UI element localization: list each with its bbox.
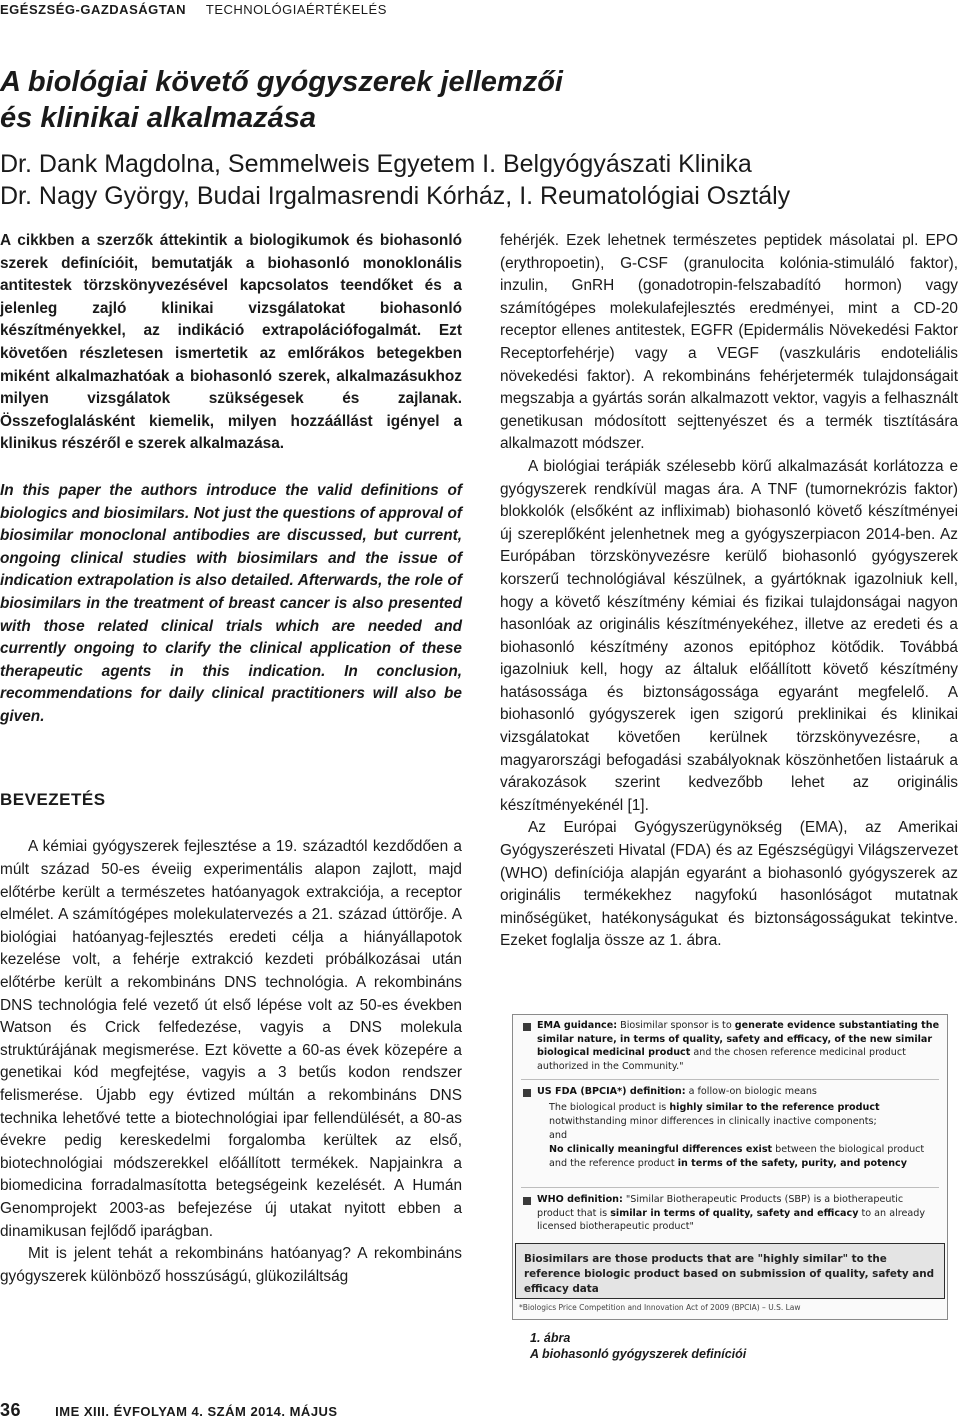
bullet-icon (523, 1023, 531, 1031)
fda-label: US FDA (BPCIA*) definition: (537, 1086, 686, 1097)
separator (521, 1187, 939, 1188)
figure-caption (530, 1330, 746, 1362)
body-paragraph: A biológiai terápiák szélesebb körű alkalmazását korlátozza e gyógyszerek rendkívül magas ára. A TNF (tumornekrózis faktor) blokkolók (elsőként az infliximab) biohasonló követő készítményei új szereplőként jelenhetnek meg a gyógyszerpiacon 2014-ben. Az Európában törzskönyvezésre kerülő biohasonló gyógyszerek korszerű technológiával készülnek, a gyártóknak igazolniuk kell, hogy a követő készítmény kémiai és fizikai tulajdonságai nagyon hasonlóak az originális készítményekéhez, illetve az eredeti és a biohasonló készítmény azonos epitóphoz kötődik. Továbbá igazolniuk kell, hogy az általuk előállított követő készítmény hatásossága és biztonságossága egyaránt megfelelő. A biohasonló gyógyszerek igen szigorú preklinikai és klinikai vizsgálatokat követően kerülnek törzskönyvezésre, a magyarországi befogadási szabályoknak köszönhetően listaáruk a várakozások szerint kedvezőbb lehet az originális készítményekénél [1]. (500, 457, 958, 814)
who-text-2: to an already licensed biotherapeutic product" (537, 1207, 926, 1233)
who-bold-1: similar in terms of quality, safety and efficacy (610, 1207, 859, 1219)
fda-sub1-c: notwithstanding minor differences in clinically inactive components; (549, 1115, 877, 1127)
title-line-1: A biológiai követő gyógyszerek jellemzői (0, 66, 563, 98)
fda-and-text: and (549, 1130, 568, 1141)
body-paragraph: Mit is jelent tehát a rekombináns hatóanyag? A rekombináns gyógyszerek különböző hosszúságú, glükoziláltság (0, 1245, 462, 1285)
fda-sub1-b: highly similar to the reference product (669, 1102, 880, 1113)
body-paragraph: fehérjék. Ezek lehetnek természetes peptidek másolatai pl. EPO (erythropoetin), G-CSF (granulocita kolónia-stimuláló faktor), inzulin, GnRH (gonadotropin-felszabadító hormon) vagy számítógépes molekulafejlesztés eredményei, mint a CD-20 receptor ellenes antitestek, EGFR (Epidermális Növekedési Faktor Receptorfehérje) vagy a VEGF (vaszkuláris endoteliális növekedési faktor). A rekombináns fehérjetermék tulajdonságait megszabja a gyártás során alkalmazott vektor, vagyis a felhasznált genetikusan módosított sejttenyészet és a termék tisztítására alkalmazott módszer. (500, 232, 958, 453)
fda-criterion-2 (549, 1143, 941, 1170)
section-heading: BEVEZETÉS (0, 790, 106, 810)
summary-text: Biosimilars are those products that are "highly similar" to the reference biologic product based on submission of quality, safety and efficacy data (524, 1253, 935, 1295)
fda-and (549, 1129, 941, 1143)
caption-title: A biohasonló gyógyszerek definíciói (530, 1347, 747, 1361)
fda-sub1-a: The biological product is (549, 1102, 670, 1113)
caption-label: 1. ábra (530, 1331, 571, 1345)
fda-sub2-c: in terms of the safety, purity, and potency (677, 1157, 907, 1169)
author-list (0, 148, 790, 212)
fda-definition (537, 1085, 941, 1099)
bullet-icon (523, 1089, 531, 1097)
abstract-english: In this paper the authors introduce the valid definitions of biologics and biosimilars. Not just the questions of approval of biosimilar monoclonal antibodies are discussed, but current, ongoing clinical studies with biosimilars and the issue of indication extrapolation is also detailed. Afterwards, the role of biosimilars in the treatment of breast cancer is also presented with those related clinical trials which are needed and currently ongoing to clarify the clinical application of these therapeutic agents in this indication. In conclusion, recommendations for daily clinical practitioners will also be given. (0, 481, 462, 725)
author-2: Dr. Nagy György, Budai Irgalmasrendi Kórház, I. Reumatológiai Osztály (0, 182, 791, 210)
who-definition (537, 1193, 941, 1234)
fda-sub2-b: between the biological product and the reference product (549, 1144, 925, 1169)
ema-label: EMA guidance: (537, 1020, 618, 1031)
journal-info: IME XIII. ÉVFOLYAM 4. SZÁM 2014. MÁJUS (55, 1404, 338, 1419)
abstract-hungarian: A cikkben a szerzők áttekintik a biologikumok és biohasonló szerek definícióit, bemutatják a biohasonló monoklonális antitestek törzskönyvezésével kapcsolatos teendőket és a jelenleg zajló klinikai vizsgálatokat biohasonló készítményekkel, az indikáció extrapolációfogalmát. Ezt követően részletesen ismertetik az emlőrákos betegekben miként alkalmazhatóak a biohasonló szerek, alkalmazásukhoz milyen vizsgálatok szükségesek és zajlanak. Összefoglalásként kiemelik, milyen hozzáállást igényel a klinikus részéről e szerek alkalmazása. (0, 232, 462, 453)
author-1: Dr. Dank Magdolna, Semmelweis Egyetem I. Belgyógyászati Klinika (0, 150, 752, 178)
figure-footnote: *Biologics Price Competition and Innovation Act of 2009 (BPCIA) – U.S. Law (519, 1303, 801, 1312)
fda-criterion-1 (549, 1101, 941, 1128)
bullet-icon (523, 1197, 531, 1205)
who-label: WHO definition: (537, 1194, 623, 1205)
page-footer (0, 1400, 338, 1421)
body-paragraph: A kémiai gyógyszerek fejlesztése a 19. századtól kezdődően a múlt század 50-es éveiig experimentális alapon zajlott, majd előtérbe került a természetes hatóanyagok extrakciója, a receptor elmélet. A számítógépes molekulatervezés a 21. század úttörője. A biológiai hatóanyag-fejlesztés eredeti célja a hiányállapotok kezelése volt, a fehérje extrakció kezdeti próbálkozásai után előtérbe került a rekombináns DNS technológia. A rekombináns DNS technológia felé vezető út első lépése volt az 50-es években Watson és Crick felfedezése, vagyis a DNS molekula struktúrájának megismerése. Ezt követte a 60-as évek közepére a genetikai kód megfejtése, vagyis a 3 betűs kodon rendszer felismerése. Újabb egy évtized múltán a rekombináns DNS technika lehetővé tette a biotechnológiai ipar fellendülését, a 80-as évekre pedig kereskedelmi forgalomba kerültek az első, biotechnológiai módszerekkel előállított termékek. Napjainkra a biomedicina forradalmasította betegségeink kezelését. A Humán Genomprojekt 2003-as befejezése új utakat nyitott ebben a dinamikusan fejlődő iparágban. (0, 838, 462, 1240)
article-title (0, 64, 900, 136)
header-section: EGÉSZSÉG-GAZDASÁGTAN (0, 2, 186, 17)
body-paragraph: Az Európai Gyógyszerügynökség (EMA), az Amerikai Gyógyszerészeti Hivatal (FDA) és az Egészségügyi Világszervezet (WHO) definíciója alapján egyaránt a biohasonló gyógyszerek az originális termékekhez nagyfokú hasonlóságot mutatnak minőségüket, hatékonyságukat és biztonságosságukat tekintve. Ezeket foglalja össze az 1. ábra. (500, 819, 958, 950)
header-subsection: TECHNOLÓGIAÉRTÉKELÉS (205, 2, 387, 17)
separator (521, 1079, 939, 1080)
who-text-1: "Similar Biotherapeutic Products (SBP) is a biotherapeutic product that is (537, 1194, 904, 1219)
right-column (500, 230, 958, 953)
ema-text-1: Biosimilar sponsor is to (617, 1020, 735, 1031)
running-header (0, 2, 387, 17)
figure-definitions (512, 1014, 948, 1320)
summary-box (515, 1243, 945, 1299)
fda-sub2-a: No clinically meaningful differences exist (549, 1144, 773, 1155)
ema-definition (537, 1019, 941, 1073)
fda-text-1: a follow-on biologic means (685, 1086, 817, 1097)
left-column (0, 230, 462, 1288)
ema-bold-1: generate evidence substantiating the similar nature, in terms of quality, safety and efficacy, of the new similar biological medicinal product (537, 1020, 940, 1059)
ema-text-2: and the chosen reference medicinal product authorized in the Community." (537, 1047, 906, 1072)
title-line-2: és klinikai alkalmazása (0, 102, 316, 134)
page-number: 36 (0, 1400, 22, 1420)
